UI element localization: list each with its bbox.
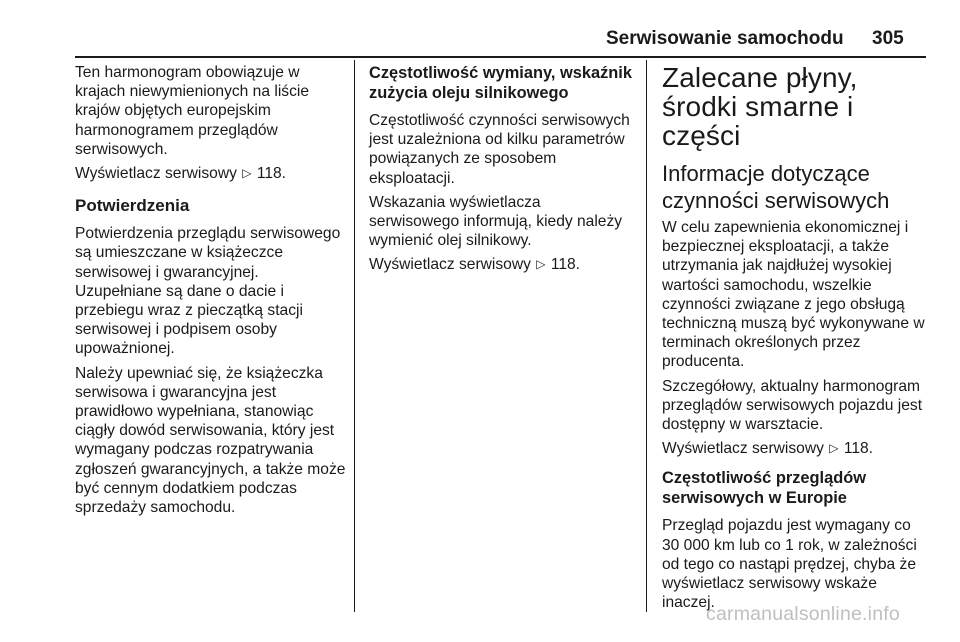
column-divider-1 <box>354 60 355 612</box>
section-heading: Częstotliwość przeglądów serwisowych w Europie <box>662 469 867 508</box>
section-heading: Częstotliwość wymiany, wskaźnik zużycia oleju silnikowego <box>369 64 632 102</box>
paragraph: Częstotliwość czynności serwisowych jest uzależniona od kilku parametrów powiązanych ze sposobem eksploatacji. <box>369 112 630 187</box>
page-number: 305 <box>872 28 904 49</box>
page-ref-arrow-icon: ▷ <box>536 257 546 272</box>
column-left <box>75 63 347 522</box>
page-ref-arrow-icon: ▷ <box>242 166 252 181</box>
cross-reference[interactable] <box>75 164 347 183</box>
paragraph: Przegląd pojazdu jest wymagany co 30 000 km lub co 1 rok, w zależności od tego co nastąpi prędzej, chyba że wyświetlacz serwisowy wskaże inaczej. <box>662 517 917 612</box>
reference-text: Wyświetlacz serwisowy <box>75 165 237 183</box>
section-heading: Potwierdzenia <box>75 196 190 216</box>
reference-page: 118. <box>843 440 874 458</box>
section-title: Serwisowanie samochodu <box>606 28 844 49</box>
reference-text: Wyświetlacz serwisowy <box>369 256 531 274</box>
cross-reference[interactable] <box>662 439 930 458</box>
header-rule <box>75 56 926 58</box>
paragraph: Wskazania wyświetlacza serwisowego informują, kiedy należy wymienić olej silnikowy. <box>369 193 623 250</box>
paragraph: Potwierdzenia przeglądu serwisowego są umieszczane w książeczce serwisowej i gwarancyjnej. Uzupełniane są dane o dacie i przebiegu wraz z pieczątką stacji serwisowej i podpisem osoby upoważnionej. <box>75 225 341 358</box>
paragraph: Ten harmonogram obowiązuje w krajach niewymienionych na liście krajów objętych europejskim harmonogramem przeglądów serwisowych. <box>75 64 310 158</box>
section-subtitle: Informacje dotyczące czynności serwisowych <box>662 161 890 213</box>
paragraph: Należy upewniać się, że książeczka serwisowa i gwarancyjna jest prawidłowo wypełniana, stanowiąc ciągły dowód serwisowania, który jest wymagany podczas rozpatrywania zgłoszeń gwarancyjnych, a także może być cennym dodatkiem podczas sprzedaży samochodu. <box>75 364 346 517</box>
column-middle <box>369 63 635 280</box>
reference-page: 118. <box>256 165 287 183</box>
page-ref-arrow-icon: ▷ <box>829 441 839 456</box>
paragraph: W celu zapewnienia ekonomicznej i bezpiecznej eksploatacji, a także utrzymania jak najdłużej wysokiej wartości samochodu, wszelkie czynności związane z jego obsługą techniczną muszą być wykonywane w terminach określonych przez producenta. <box>662 219 925 371</box>
chapter-title: Zalecane płyny, środki smarne i części <box>662 62 858 151</box>
paragraph: Szczegółowy, aktualny harmonogram przeglądów serwisowych pojazdu jest dostępny w warsztacie. <box>662 377 923 434</box>
column-divider-2 <box>646 60 647 612</box>
cross-reference[interactable] <box>369 255 635 274</box>
watermark: carmanualsonline.info <box>706 603 900 625</box>
reference-text: Wyświetlacz serwisowy <box>662 440 824 458</box>
reference-page: 118. <box>550 256 581 274</box>
column-right <box>662 63 930 617</box>
